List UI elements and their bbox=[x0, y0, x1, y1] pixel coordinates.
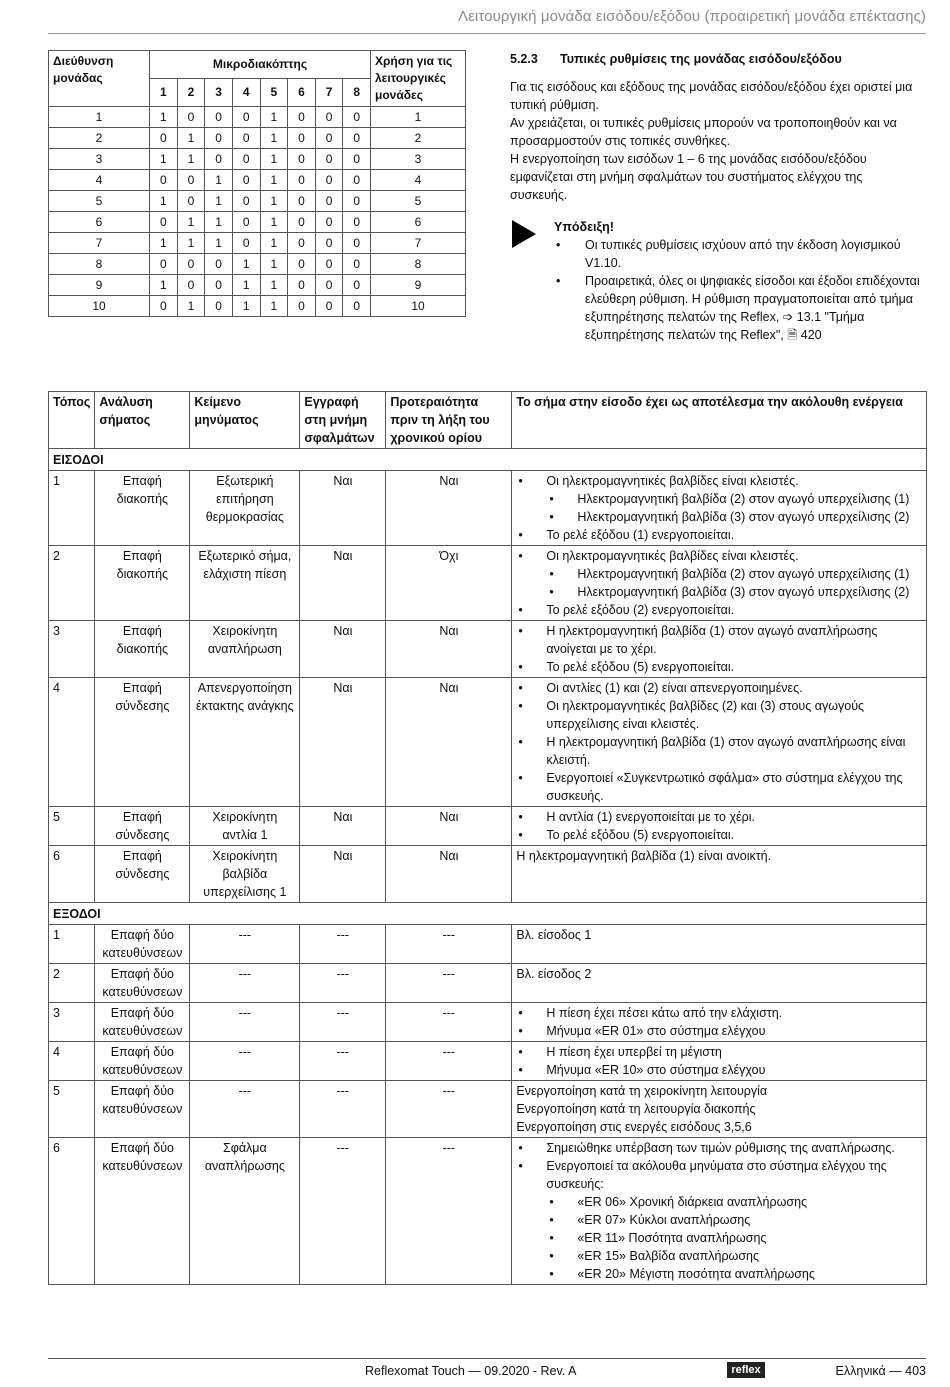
action-subitem: • «ER 07» Κύκλοι αναπλήρωσης bbox=[516, 1211, 922, 1229]
switch-bit-cell: 1 bbox=[260, 170, 288, 191]
switch-bit-cell: 0 bbox=[315, 128, 343, 149]
use-cell: 9 bbox=[371, 275, 466, 296]
switch-bit-cell: 1 bbox=[150, 275, 178, 296]
switch-bit-cell: 0 bbox=[150, 128, 178, 149]
signal-col-header: Το σήμα στην είσοδο έχει ως αποτέλεσμα την ακόλουθη ενέργεια bbox=[512, 392, 927, 449]
table-row bbox=[49, 275, 466, 296]
note-bullet: • Προαιρετικά, όλες οι ψηφιακές είσοδοι και έξοδοι επιδέχονται ελεύθερη ρύθμιση. Η ρύθμιση πραγματοποιείται από τμήμα εξυπηρέτησης πελατών της Reflex, ➩ 13.1 "Τμήμα εξυπηρέτησης πελατών της Reflex", 🗎 420 bbox=[554, 272, 920, 344]
table-row bbox=[49, 964, 927, 1003]
switch-bit-cell: 0 bbox=[315, 149, 343, 170]
switch-bit-cell: 0 bbox=[232, 233, 260, 254]
action-subitem: • «ER 20» Μέγιστη ποσότητα αναπλήρωσης bbox=[516, 1265, 922, 1283]
switch-number-header: 1 bbox=[150, 79, 178, 107]
switch-bit-cell: 0 bbox=[177, 107, 205, 128]
use-cell: 3 bbox=[371, 149, 466, 170]
section-paragraph-1: Για τις εισόδους και εξόδους της μονάδας εισόδου/εξόδου έχει οριστεί μια τυπική ρύθμιση. bbox=[510, 80, 913, 112]
priority-cell: --- bbox=[386, 964, 512, 1003]
table-row bbox=[49, 212, 466, 233]
switch-bit-cell: 1 bbox=[205, 170, 233, 191]
address-cell: 3 bbox=[49, 149, 150, 170]
switch-bit-cell: 0 bbox=[343, 275, 371, 296]
switch-bit-cell: 0 bbox=[315, 296, 343, 317]
switch-bit-cell: 1 bbox=[150, 149, 178, 170]
action-cell bbox=[512, 678, 927, 807]
switch-bit-cell: 1 bbox=[260, 296, 288, 317]
error-memory-cell: --- bbox=[300, 925, 386, 964]
error-memory-cell: Ναι bbox=[300, 621, 386, 678]
switch-bit-cell: 0 bbox=[343, 170, 371, 191]
use-cell: 2 bbox=[371, 128, 466, 149]
footer-page-number: Ελληνικά — 403 bbox=[835, 1364, 926, 1378]
error-memory-cell: Ναι bbox=[300, 471, 386, 546]
switch-bit-cell: 1 bbox=[260, 212, 288, 233]
switch-bit-cell: 0 bbox=[232, 191, 260, 212]
table-row bbox=[49, 1042, 927, 1081]
section-paragraph-2: Αν χρειάζεται, οι τυπικές ρυθμίσεις μπορούν να τροποποιηθούν και να προσαρμοστούν στις τοπικές συνθήκες. bbox=[510, 116, 897, 148]
signal-table bbox=[48, 391, 927, 1285]
note-bullet: • Οι τυπικές ρυθμίσεις ισχύουν από την έκδοση λογισμικού V1.10. bbox=[554, 236, 920, 272]
switch-bit-cell: 0 bbox=[205, 275, 233, 296]
position-cell: 4 bbox=[49, 678, 95, 807]
switch-bit-cell: 0 bbox=[343, 149, 371, 170]
switch-bit-cell: 0 bbox=[315, 170, 343, 191]
signal-type-cell: Επαφή διακοπής bbox=[95, 546, 190, 621]
message-text-cell: --- bbox=[190, 1081, 300, 1138]
signal-type-cell: Επαφή δύο κατευθύνσεων bbox=[95, 1081, 190, 1138]
action-list bbox=[516, 472, 922, 544]
table-row bbox=[49, 1003, 927, 1042]
switch-bit-cell: 0 bbox=[205, 296, 233, 317]
action-text: Ενεργοποίηση κατά τη χειροκίνητη λειτουργία bbox=[516, 1084, 768, 1098]
switch-bit-cell: 0 bbox=[232, 170, 260, 191]
position-cell: 4 bbox=[49, 1042, 95, 1081]
switch-bit-cell: 1 bbox=[260, 191, 288, 212]
action-cell bbox=[512, 964, 927, 1003]
switch-bit-cell: 0 bbox=[288, 254, 316, 275]
message-text-cell: --- bbox=[190, 1003, 300, 1042]
use-cell: 5 bbox=[371, 191, 466, 212]
action-list bbox=[516, 679, 922, 805]
table-row bbox=[49, 233, 466, 254]
switch-bit-cell: 0 bbox=[343, 296, 371, 317]
switch-bit-cell: 0 bbox=[343, 128, 371, 149]
switch-bit-cell: 1 bbox=[232, 275, 260, 296]
table-row bbox=[49, 107, 466, 128]
message-text-cell: --- bbox=[190, 925, 300, 964]
error-memory-cell: Ναι bbox=[300, 546, 386, 621]
switch-bit-cell: 0 bbox=[232, 149, 260, 170]
switch-bit-cell: 0 bbox=[288, 212, 316, 233]
switch-bit-cell: 0 bbox=[288, 275, 316, 296]
action-text: Η ηλεκτρομαγνητική βαλβίδα (1) είναι ανοικτή. bbox=[516, 849, 772, 863]
signal-col-header: Κείμενο μηνύματος bbox=[190, 392, 300, 449]
error-memory-cell: --- bbox=[300, 1003, 386, 1042]
switch-bit-cell: 0 bbox=[232, 128, 260, 149]
table-row bbox=[49, 678, 927, 807]
priority-cell: Ναι bbox=[386, 678, 512, 807]
action-item: • Ενεργοποιεί «Συγκεντρωτικό σφάλμα» στο σύστημα ελέγχου της συσκευής. bbox=[516, 769, 922, 805]
reflex-logo: reflex bbox=[727, 1362, 765, 1378]
signal-type-cell: Επαφή δύο κατευθύνσεων bbox=[95, 925, 190, 964]
action-item: • Σημειώθηκε υπέρβαση των τιμών ρύθμισης της αναπλήρωσης. bbox=[516, 1139, 922, 1157]
action-list bbox=[516, 1004, 922, 1040]
section-number: 5.2.3 bbox=[510, 52, 538, 66]
position-cell: 1 bbox=[49, 471, 95, 546]
position-cell: 6 bbox=[49, 846, 95, 903]
col-switch-header: Μικροδιακόπτης bbox=[150, 51, 371, 79]
error-memory-cell: --- bbox=[300, 1042, 386, 1081]
action-cell bbox=[512, 1081, 927, 1138]
switch-bit-cell: 1 bbox=[260, 275, 288, 296]
switch-bit-cell: 0 bbox=[315, 107, 343, 128]
priority-cell: --- bbox=[386, 925, 512, 964]
switch-bit-cell: 0 bbox=[343, 254, 371, 275]
use-cell: 1 bbox=[371, 107, 466, 128]
error-memory-cell: --- bbox=[300, 964, 386, 1003]
address-cell: 5 bbox=[49, 191, 150, 212]
action-subitem: • Ηλεκτρομαγνητική βαλβίδα (2) στον αγωγό υπερχείλισης (1) bbox=[516, 490, 922, 508]
switch-bit-cell: 1 bbox=[260, 107, 288, 128]
use-cell: 7 bbox=[371, 233, 466, 254]
table-row bbox=[49, 191, 466, 212]
message-text-cell: --- bbox=[190, 964, 300, 1003]
outputs-group bbox=[49, 903, 927, 925]
switch-bit-cell: 0 bbox=[288, 233, 316, 254]
error-memory-cell: Ναι bbox=[300, 846, 386, 903]
switch-bit-cell: 1 bbox=[232, 254, 260, 275]
switch-bit-cell: 1 bbox=[205, 191, 233, 212]
table-row bbox=[49, 846, 927, 903]
action-list bbox=[516, 1139, 922, 1283]
signal-type-cell: Επαφή δύο κατευθύνσεων bbox=[95, 1042, 190, 1081]
switch-bit-cell: 0 bbox=[177, 191, 205, 212]
outputs-group-label: ΕΞΟΔΟΙ bbox=[49, 903, 927, 925]
switch-bit-cell: 1 bbox=[177, 128, 205, 149]
switch-bit-cell: 0 bbox=[288, 107, 316, 128]
priority-cell: Ναι bbox=[386, 846, 512, 903]
priority-cell: --- bbox=[386, 1138, 512, 1285]
message-text-cell: Απενεργοποίηση έκτακτης ανάγκης bbox=[190, 678, 300, 807]
signal-type-cell: Επαφή δύο κατευθύνσεων bbox=[95, 1138, 190, 1285]
switch-bit-cell: 0 bbox=[315, 233, 343, 254]
signal-type-cell: Επαφή σύνδεσης bbox=[95, 846, 190, 903]
switch-bit-cell: 0 bbox=[343, 107, 371, 128]
section-heading bbox=[510, 50, 916, 68]
action-subitem: • «ER 06» Χρονική διάρκεια αναπλήρωσης bbox=[516, 1193, 922, 1211]
table-row bbox=[49, 254, 466, 275]
switch-bit-cell: 0 bbox=[343, 191, 371, 212]
signal-col-header: Προτεραιότητα πριν τη λήξη του χρονικού ορίου bbox=[386, 392, 512, 449]
section-standard-settings bbox=[510, 50, 916, 204]
switch-bit-cell: 1 bbox=[150, 233, 178, 254]
table-row bbox=[49, 1138, 927, 1285]
action-cell bbox=[512, 546, 927, 621]
switch-bit-cell: 1 bbox=[177, 233, 205, 254]
priority-cell: --- bbox=[386, 1003, 512, 1042]
error-memory-cell: Ναι bbox=[300, 807, 386, 846]
col-use-header: Χρήση για τις λειτουργικές μονάδες bbox=[371, 51, 466, 107]
action-subitem: • «ER 11» Ποσότητα αναπλήρωσης bbox=[516, 1229, 922, 1247]
switch-bit-cell: 0 bbox=[177, 254, 205, 275]
action-item: • Το ρελέ εξόδου (5) ενεργοποιείται. bbox=[516, 826, 922, 844]
action-text: Βλ. είσοδος 1 bbox=[516, 928, 592, 942]
action-item: • Μήνυμα «ER 10» στο σύστημα ελέγχου bbox=[516, 1061, 922, 1079]
header-divider bbox=[48, 33, 926, 34]
dip-switch-table bbox=[48, 50, 466, 317]
switch-bit-cell: 1 bbox=[150, 191, 178, 212]
switch-number-header: 2 bbox=[177, 79, 205, 107]
action-cell bbox=[512, 471, 927, 546]
address-cell: 6 bbox=[49, 212, 150, 233]
switch-bit-cell: 0 bbox=[150, 170, 178, 191]
priority-cell: Ναι bbox=[386, 471, 512, 546]
note-arrow-icon bbox=[512, 220, 536, 248]
switch-number-header: 7 bbox=[315, 79, 343, 107]
switch-bit-cell: 0 bbox=[205, 128, 233, 149]
table-row bbox=[49, 925, 927, 964]
signal-col-header: Τόπος bbox=[49, 392, 95, 449]
priority-cell: Ναι bbox=[386, 621, 512, 678]
action-list bbox=[516, 1043, 922, 1079]
switch-bit-cell: 1 bbox=[177, 212, 205, 233]
error-memory-cell: Ναι bbox=[300, 678, 386, 807]
switch-bit-cell: 1 bbox=[260, 233, 288, 254]
switch-bit-cell: 0 bbox=[288, 296, 316, 317]
action-cell bbox=[512, 621, 927, 678]
switch-bit-cell: 1 bbox=[205, 233, 233, 254]
error-memory-cell: --- bbox=[300, 1138, 386, 1285]
table-row bbox=[49, 471, 927, 546]
switch-bit-cell: 0 bbox=[315, 191, 343, 212]
table-row bbox=[49, 807, 927, 846]
action-item: • Οι αντλίες (1) και (2) είναι απενεργοποιημένες. bbox=[516, 679, 922, 697]
action-cell bbox=[512, 846, 927, 903]
section-title: Τυπικές ρυθμίσεις της μονάδας εισόδου/εξόδου bbox=[560, 52, 842, 66]
address-cell: 7 bbox=[49, 233, 150, 254]
switch-bit-cell: 1 bbox=[232, 296, 260, 317]
switch-bit-cell: 0 bbox=[288, 191, 316, 212]
signal-type-cell: Επαφή σύνδεσης bbox=[95, 678, 190, 807]
action-item: • Το ρελέ εξόδου (2) ενεργοποιείται. bbox=[516, 601, 922, 619]
switch-bit-cell: 0 bbox=[232, 107, 260, 128]
action-item: • Οι ηλεκτρομαγνητικές βαλβίδες είναι κλειστές. bbox=[516, 547, 922, 565]
switch-number-header: 3 bbox=[205, 79, 233, 107]
action-list bbox=[516, 808, 922, 844]
use-cell: 6 bbox=[371, 212, 466, 233]
note-box bbox=[510, 218, 920, 344]
switch-number-header: 4 bbox=[232, 79, 260, 107]
action-text: Ενεργοποίηση κατά τη λειτουργία διακοπής bbox=[516, 1102, 756, 1116]
switch-bit-cell: 0 bbox=[205, 254, 233, 275]
action-cell bbox=[512, 925, 927, 964]
switch-bit-cell: 1 bbox=[177, 296, 205, 317]
action-item: • Η ηλεκτρομαγνητική βαλβίδα (1) στον αγωγό αναπλήρωσης είναι κλειστή. bbox=[516, 733, 922, 769]
position-cell: 5 bbox=[49, 1081, 95, 1138]
action-item: • Οι ηλεκτρομαγνητικές βαλβίδες (2) και (3) στους αγωγούς υπερχείλισης είναι κλειστές. bbox=[516, 697, 922, 733]
table-row bbox=[49, 1081, 927, 1138]
switch-bit-cell: 0 bbox=[150, 254, 178, 275]
action-subitem: • Ηλεκτρομαγνητική βαλβίδα (3) στον αγωγό υπερχείλισης (2) bbox=[516, 508, 922, 526]
action-item: • Η ηλεκτρομαγνητική βαλβίδα (1) στον αγωγό αναπλήρωσης ανοίγεται με το χέρι. bbox=[516, 622, 922, 658]
table-row bbox=[49, 149, 466, 170]
switch-bit-cell: 1 bbox=[260, 128, 288, 149]
signal-type-cell: Επαφή διακοπής bbox=[95, 621, 190, 678]
switch-bit-cell: 1 bbox=[150, 107, 178, 128]
switch-bit-cell: 0 bbox=[177, 170, 205, 191]
position-cell: 3 bbox=[49, 621, 95, 678]
action-item: • Οι ηλεκτρομαγνητικές βαλβίδες είναι κλειστές. bbox=[516, 472, 922, 490]
message-text-cell: Χειροκίνητη αναπλήρωση bbox=[190, 621, 300, 678]
switch-bit-cell: 0 bbox=[232, 212, 260, 233]
use-cell: 8 bbox=[371, 254, 466, 275]
table-row bbox=[49, 546, 927, 621]
action-item: • Το ρελέ εξόδου (5) ενεργοποιείται. bbox=[516, 658, 922, 676]
address-cell: 1 bbox=[49, 107, 150, 128]
position-cell: 6 bbox=[49, 1138, 95, 1285]
action-list bbox=[516, 622, 922, 676]
action-text: Ενεργοποίηση στις ενεργές εισόδους 3,5,6 bbox=[516, 1120, 752, 1134]
footer-document-info: Reflexomat Touch — 09.2020 - Rev. A bbox=[365, 1364, 577, 1378]
error-memory-cell: --- bbox=[300, 1081, 386, 1138]
switch-bit-cell: 0 bbox=[343, 233, 371, 254]
priority-cell: --- bbox=[386, 1042, 512, 1081]
address-cell: 9 bbox=[49, 275, 150, 296]
position-cell: 1 bbox=[49, 925, 95, 964]
message-text-cell: Χειροκίνητη βαλβίδα υπερχείλισης 1 bbox=[190, 846, 300, 903]
switch-bit-cell: 0 bbox=[288, 170, 316, 191]
switch-bit-cell: 0 bbox=[288, 149, 316, 170]
message-text-cell: Χειροκίνητη αντλία 1 bbox=[190, 807, 300, 846]
table-row bbox=[49, 621, 927, 678]
position-cell: 3 bbox=[49, 1003, 95, 1042]
switch-bit-cell: 0 bbox=[315, 254, 343, 275]
switch-bit-cell: 1 bbox=[260, 254, 288, 275]
use-cell: 4 bbox=[371, 170, 466, 191]
action-item: • Το ρελέ εξόδου (1) ενεργοποιείται. bbox=[516, 526, 922, 544]
action-cell bbox=[512, 1003, 927, 1042]
switch-bit-cell: 0 bbox=[150, 296, 178, 317]
message-text-cell: Σφάλμα αναπλήρωσης bbox=[190, 1138, 300, 1285]
switch-bit-cell: 0 bbox=[205, 107, 233, 128]
action-subitem: • «ER 15» Βαλβίδα αναπλήρωσης bbox=[516, 1247, 922, 1265]
position-cell: 5 bbox=[49, 807, 95, 846]
priority-cell: Ναι bbox=[386, 807, 512, 846]
action-subitem: • Ηλεκτρομαγνητική βαλβίδα (2) στον αγωγό υπερχείλισης (1) bbox=[516, 565, 922, 583]
priority-cell: Όχι bbox=[386, 546, 512, 621]
action-list bbox=[516, 547, 922, 619]
signal-type-cell: Επαφή σύνδεσης bbox=[95, 807, 190, 846]
section-paragraph-3: Η ενεργοποίηση των εισόδων 1 – 6 της μονάδας εισόδου/εξόδου εμφανίζεται στη μνήμη σφαλμάτων του συστήματος ελέγχου της συσκευής. bbox=[510, 152, 867, 202]
message-text-cell: Εξωτερικό σήμα, ελάχιστη πίεση bbox=[190, 546, 300, 621]
action-item: • Η πίεση έχει υπερβεί τη μέγιστη bbox=[516, 1043, 922, 1061]
signal-col-header: Ανάλυση σήματος bbox=[95, 392, 190, 449]
address-cell: 10 bbox=[49, 296, 150, 317]
switch-bit-cell: 0 bbox=[177, 275, 205, 296]
signal-type-cell: Επαφή διακοπής bbox=[95, 471, 190, 546]
note-title: Υπόδειξη! bbox=[554, 220, 614, 234]
action-cell bbox=[512, 807, 927, 846]
action-item: • Μήνυμα «ER 01» στο σύστημα ελέγχου bbox=[516, 1022, 922, 1040]
col-address-header: Διεύθυνση μονάδας bbox=[49, 51, 150, 107]
table-row bbox=[49, 296, 466, 317]
address-cell: 2 bbox=[49, 128, 150, 149]
action-text: Βλ. είσοδος 2 bbox=[516, 967, 592, 981]
switch-bit-cell: 1 bbox=[177, 149, 205, 170]
inputs-group-label: ΕΙΣΟΔΟΙ bbox=[49, 449, 927, 471]
switch-bit-cell: 0 bbox=[315, 212, 343, 233]
switch-bit-cell: 0 bbox=[205, 149, 233, 170]
switch-number-header: 5 bbox=[260, 79, 288, 107]
switch-number-header: 6 bbox=[288, 79, 316, 107]
action-item: • Ενεργοποιεί τα ακόλουθα μηνύματα στο σύστημα ελέγχου της συσκευής: bbox=[516, 1157, 922, 1193]
switch-bit-cell: 0 bbox=[150, 212, 178, 233]
action-item: • Η αντλία (1) ενεργοποιείται με το χέρι. bbox=[516, 808, 922, 826]
use-cell: 10 bbox=[371, 296, 466, 317]
page-header-title: Λειτουργική μονάδα εισόδου/εξόδου (προαιρετική μονάδα επέκτασης) bbox=[458, 8, 926, 25]
switch-bit-cell: 0 bbox=[315, 275, 343, 296]
address-cell: 8 bbox=[49, 254, 150, 275]
signal-col-header: Εγγραφή στη μνήμη σφαλμάτων bbox=[300, 392, 386, 449]
address-cell: 4 bbox=[49, 170, 150, 191]
switch-bit-cell: 1 bbox=[260, 149, 288, 170]
table-row bbox=[49, 170, 466, 191]
table-row bbox=[49, 128, 466, 149]
message-text-cell: --- bbox=[190, 1042, 300, 1081]
action-item: • Η πίεση έχει πέσει κάτω από την ελάχιστη. bbox=[516, 1004, 922, 1022]
position-cell: 2 bbox=[49, 964, 95, 1003]
action-subitem: • Ηλεκτρομαγνητική βαλβίδα (3) στον αγωγό υπερχείλισης (2) bbox=[516, 583, 922, 601]
action-cell bbox=[512, 1042, 927, 1081]
signal-type-cell: Επαφή δύο κατευθύνσεων bbox=[95, 1003, 190, 1042]
switch-bit-cell: 0 bbox=[343, 212, 371, 233]
position-cell: 2 bbox=[49, 546, 95, 621]
switch-bit-cell: 1 bbox=[205, 212, 233, 233]
priority-cell: --- bbox=[386, 1081, 512, 1138]
switch-bit-cell: 0 bbox=[288, 128, 316, 149]
message-text-cell: Εξωτερική επιτήρηση θερμοκρασίας bbox=[190, 471, 300, 546]
footer-divider bbox=[48, 1358, 926, 1359]
switch-number-header: 8 bbox=[343, 79, 371, 107]
action-cell bbox=[512, 1138, 927, 1285]
signal-type-cell: Επαφή δύο κατευθύνσεων bbox=[95, 964, 190, 1003]
inputs-group bbox=[49, 449, 927, 471]
